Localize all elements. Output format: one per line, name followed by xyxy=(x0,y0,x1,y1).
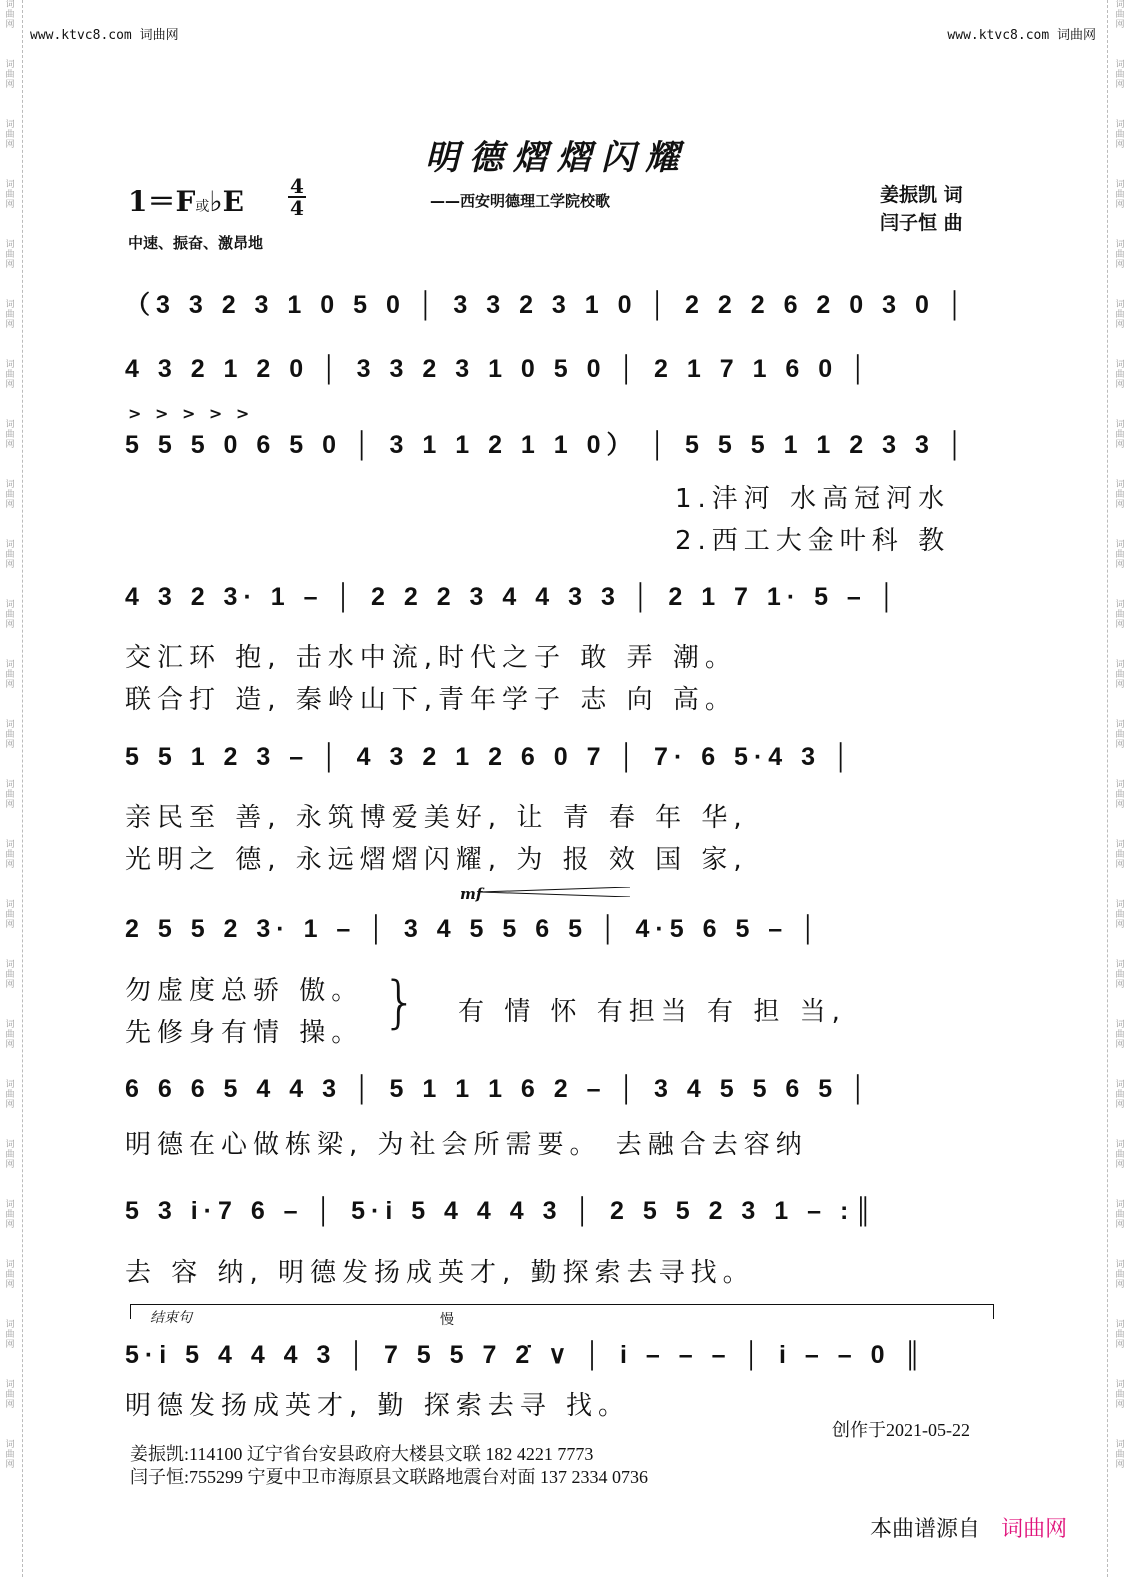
score-row-6: 2 5 5 2 3· 1 – │ 3 4 5 5 6 5 │ 4·5 6 5 – │ xyxy=(125,915,823,943)
score-row-9: 5·i 5 4 4 4 3 │ 7 5 5 7 2̇ ∨ │ i – – – │ i – – 0 ║ xyxy=(125,1341,928,1369)
lyric-row-4-verse-1: 交汇环 抱, 击水中流,时代之子 敢 弄 潮。 xyxy=(125,643,737,673)
song-title: 明德熠熠闪耀 xyxy=(425,138,689,178)
site-header-right[interactable]: www.ktvc8.com 词曲网 xyxy=(947,28,1096,43)
score-row-8: 5 3 i·7 6 – │ 5·i 5 4 4 4 3 │ 2 5 5 2 3 1 – :║ xyxy=(125,1197,879,1225)
lyric-row-6-verse-1: 勿虚度总骄 傲。 xyxy=(125,976,364,1006)
source-attribution: 本曲谱源自 词曲网 xyxy=(870,1517,1068,1542)
lyric-row-3-verse-2: 2.西工大金叶科 教 xyxy=(675,526,951,556)
score-row-5: 5 5 1 2 3 – │ 4 3 2 1 2 6 0 7 │ 7· 6 5·4 3 │ xyxy=(125,743,856,771)
ending-bracket xyxy=(130,1304,994,1319)
watermark-right-column: 词曲网 词曲网 词曲网 词曲网 词曲网 词曲网 词曲网 词曲网 词曲网 词曲网 词曲网 词曲网 词曲网 词曲网 词曲网 词曲网 词曲网 词曲网 词曲网 词曲网 词曲网 词曲网 词曲网 词曲网 词曲网 xyxy=(1115,0,1125,1470)
lyricist-credit: 姜振凯 词 xyxy=(880,184,963,206)
lyric-row-7: 明德在心做栋梁, 为社会所需要。 去融合去容纳 xyxy=(125,1130,808,1160)
time-signature: 4 4 xyxy=(288,176,306,218)
lyric-row-4-verse-2: 联合打 造, 秦岭山下,青年学子 志 向 高。 xyxy=(125,685,737,715)
ending-label: 结束句 xyxy=(150,1310,192,1326)
source-site-link[interactable]: 词曲网 xyxy=(1001,1517,1068,1542)
lyric-brace: } xyxy=(382,970,418,1035)
left-dashed-border xyxy=(22,0,23,1577)
contact-lyricist: 姜振凯:114100 辽宁省台安县政府大楼县文联 182 4221 7773 xyxy=(130,1444,594,1464)
score-row-1: （3 3 2 3 1 0 5 0 │ 3 3 2 3 1 0 │ 2 2 2 6 2 0 3 0 │ xyxy=(125,291,970,319)
composer-credit: 闫子恒 曲 xyxy=(880,212,963,234)
score-row-3: 5 5 5 0 6 5 0 │ 3 1 1 2 1 1 0） │ 5 5 5 1 1 2 3 3 │ xyxy=(125,431,970,459)
tempo-marking: 中速、振奋、激昂地 xyxy=(128,234,264,252)
lyric-row-8: 去 容 纳, 明德发扬成英才, 勤探索去寻找。 xyxy=(125,1258,755,1288)
score-row-7: 6 6 6 5 4 4 3 │ 5 1 1 1 6 2 – │ 3 4 5 5 6 5 │ xyxy=(125,1075,873,1103)
contact-composer: 闫子恒:755299 宁夏中卫市海原县文联路地震台对面 137 2334 0736 xyxy=(130,1467,648,1487)
lyric-row-9: 明德发扬成英才, 勤 探索去寻 找。 xyxy=(125,1391,631,1421)
score-row-2: 4 3 2 1 2 0 │ 3 3 2 3 1 0 5 0 │ 2 1 7 1 6 0 │ xyxy=(125,355,873,383)
site-header-left[interactable]: www.ktvc8.com 词曲网 xyxy=(30,28,179,43)
slow-marking: 慢 xyxy=(440,1312,454,1328)
score-row-4: 4 3 2 3· 1 – │ 2 2 2 3 4 4 3 3 │ 2 1 7 1· 5 – │ xyxy=(125,583,902,611)
song-subtitle: ——西安明德理工学院校歌 xyxy=(430,192,611,210)
right-dashed-border xyxy=(1107,0,1108,1577)
lyric-row-3-verse-1: 1.沣河 水高冠河水 xyxy=(675,484,951,514)
crescendo-hairpin xyxy=(480,887,630,897)
accent-marks: > > > > > xyxy=(128,404,254,423)
creation-date: 创作于2021-05-22 xyxy=(832,1420,970,1440)
dynamic-mf: mf xyxy=(460,885,483,903)
key-signature: 1＝F或♭E xyxy=(128,185,244,218)
lyric-row-5-verse-1: 亲民至 善, 永筑博爱美好, 让 青 春 年 华, xyxy=(125,803,748,833)
lyric-row-5-verse-2: 光明之 德, 永远熠熠闪耀, 为 报 效 国 家, xyxy=(125,845,748,875)
lyric-row-6-verse-2: 先修身有情 操。 xyxy=(125,1018,364,1048)
watermark-left-column: 词曲网 词曲网 词曲网 词曲网 词曲网 词曲网 词曲网 词曲网 词曲网 词曲网 词曲网 词曲网 词曲网 词曲网 词曲网 词曲网 词曲网 词曲网 词曲网 词曲网 词曲网 词曲网 词曲网 词曲网 词曲网 xyxy=(5,0,15,1470)
lyric-row-6-shared: 有 情 怀 有担当 有 担 当, xyxy=(458,997,846,1027)
